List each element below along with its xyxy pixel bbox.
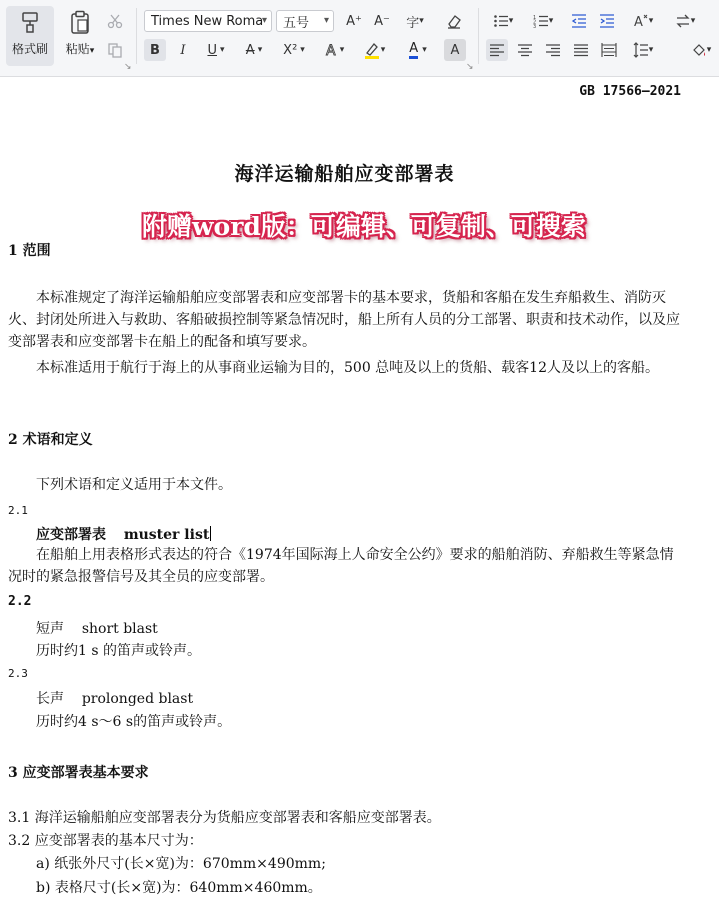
- highlighter-icon: [363, 41, 381, 59]
- term-2-2-definition: 历时约1 s 的笛声或铃声。: [36, 643, 201, 659]
- chevron-down-icon: ▾: [508, 16, 514, 26]
- indent-icon: [599, 13, 615, 29]
- bold-icon: B: [150, 42, 160, 58]
- term-2-3-number: 2.3: [8, 667, 28, 680]
- shrink-font-icon: A⁻: [374, 13, 390, 29]
- font-size-value: 五号: [283, 15, 310, 31]
- svg-text:2: 2: [532, 19, 536, 26]
- line-spacing-icon: [633, 42, 649, 58]
- clause-3-1: 3.1 海洋运输船舶应变部署表分为货船应变部署表和客船应变部署表。: [8, 810, 441, 826]
- ribbon-toolbar: [0, 0, 719, 77]
- phonetic-guide-button[interactable]: [398, 10, 432, 32]
- clause-3-2-b: b) 表格尺寸(长×宽)为：640mm×460mm。: [36, 880, 322, 896]
- align-right-icon: [545, 42, 561, 58]
- chevron-down-icon: ▾: [648, 16, 654, 26]
- strikethrough-button[interactable]: [238, 39, 270, 61]
- eraser-icon: [446, 13, 462, 29]
- chevron-down-icon: ▾: [380, 45, 386, 55]
- chevron-down-icon: ▾: [257, 45, 263, 55]
- format-painter-icon: [17, 10, 43, 34]
- term-2-1-number: 2.1: [8, 504, 28, 517]
- term-2-1-chinese: 应变部署表: [36, 527, 106, 543]
- chevron-down-icon: ▾: [690, 16, 696, 26]
- highlight-button[interactable]: [356, 39, 392, 61]
- chevron-down-icon: ▾: [300, 45, 305, 55]
- cut-button[interactable]: [104, 10, 126, 32]
- document-page[interactable]: [0, 77, 719, 902]
- shrink-font-button[interactable]: [370, 10, 394, 32]
- text-cursor: [210, 526, 211, 541]
- decrease-indent-button[interactable]: [568, 10, 590, 32]
- justify-button[interactable]: [570, 39, 592, 61]
- format-painter-button[interactable]: [6, 6, 54, 66]
- term-2-2-chinese: 短声: [36, 621, 64, 637]
- font-color-button[interactable]: [400, 39, 436, 61]
- italic-button[interactable]: [172, 39, 194, 61]
- clear-format-button[interactable]: [442, 10, 466, 32]
- font-name-select[interactable]: [144, 10, 272, 32]
- superscript-button[interactable]: [276, 39, 312, 61]
- term-2-1-english: muster list: [123, 527, 210, 543]
- scissors-icon: [107, 13, 123, 29]
- grow-font-button[interactable]: [342, 10, 366, 32]
- standard-number: GB 17566—2021: [579, 84, 681, 99]
- clause-3-2: 3.2 应变部署表的基本尺寸为：: [8, 833, 203, 849]
- svg-text:1: 1: [532, 15, 536, 21]
- grow-font-icon: A⁺: [346, 13, 362, 29]
- phonetic-icon: 字: [406, 15, 420, 31]
- clipboard-icon: [67, 10, 93, 34]
- superscript-icon: X²: [283, 42, 298, 58]
- copy-button[interactable]: [104, 39, 126, 61]
- term-2-3-english: prolonged blast: [81, 691, 194, 707]
- term-2-3-chinese: 长声: [36, 691, 64, 707]
- svg-text:A: A: [325, 43, 336, 58]
- font-color-icon: A: [409, 42, 418, 59]
- font-size-select[interactable]: [276, 10, 334, 32]
- character-shading-button[interactable]: [444, 39, 466, 61]
- clipboard-group-expand-icon[interactable]: ↘: [124, 62, 132, 72]
- term-2-3-definition: 历时约4 s～6 s的笛声或铃声。: [36, 714, 232, 730]
- justify-icon: [573, 42, 589, 58]
- chevron-down-icon: ▾: [419, 16, 424, 26]
- svg-text:3: 3: [532, 24, 536, 29]
- term-2-2-number: 2.2: [8, 594, 32, 609]
- chevron-down-icon: ▾: [422, 45, 427, 55]
- term-2-2-english: short blast: [81, 621, 158, 637]
- section-2-intro: 下列术语和定义适用于本文件。: [36, 477, 232, 493]
- section-3-heading: 3 应变部署表基本要求: [8, 765, 149, 781]
- sort-icon: [675, 13, 691, 29]
- bullet-list-button[interactable]: [486, 10, 520, 32]
- outdent-icon: [571, 13, 587, 29]
- text-effect-icon: [324, 42, 340, 58]
- clause-3-2-a: a) 纸张外尺寸(长×宽)为：670mm×490mm;: [36, 856, 326, 872]
- chevron-down-icon: ▾: [89, 46, 95, 56]
- section-1-heading: 1 范围: [8, 243, 51, 259]
- divider: [478, 8, 479, 64]
- shading-icon: A: [450, 42, 460, 58]
- font-name-value: Times New Roma: [151, 13, 264, 29]
- chevron-down-icon: ▾: [261, 15, 267, 26]
- align-left-button[interactable]: [486, 39, 508, 61]
- chinese-layout-button[interactable]: [626, 10, 660, 32]
- underline-icon: U: [207, 42, 217, 58]
- paste-label: 粘贴: [65, 42, 90, 56]
- align-center-icon: [517, 42, 533, 58]
- align-left-icon: [489, 42, 505, 58]
- bullet-list-icon: [493, 13, 509, 29]
- increase-indent-button[interactable]: [596, 10, 618, 32]
- bold-button[interactable]: [144, 39, 166, 61]
- paste-button[interactable]: [58, 6, 102, 66]
- chevron-down-icon: ▾: [648, 45, 654, 55]
- section-2-heading: 2 术语和定义: [8, 432, 93, 448]
- underline-button[interactable]: [200, 39, 232, 61]
- term-2-3: [36, 688, 193, 708]
- term-2-2: [36, 618, 158, 638]
- shading-fill-button[interactable]: [684, 39, 718, 61]
- chevron-down-icon: ▾: [339, 45, 345, 55]
- term-2-1: [36, 524, 211, 544]
- distributed-align-icon: [601, 42, 617, 58]
- chevron-down-icon: ▾: [706, 45, 712, 55]
- divider: [136, 8, 137, 64]
- numbered-list-button[interactable]: [526, 10, 560, 32]
- section-1-paragraph-1: 本标准规定了海洋运输船舶应变部署表和应变部署卡的基本要求，货船和客船在发生弃船救生、消防灭火、封闭处所进入与救助、客船破损控制等紧急情况时，船上所有人员的分工部署、职责和技术动作，以及应变部署表和应变部署卡在船上的配备和填写要求。: [8, 290, 680, 350]
- chevron-down-icon: ▾: [548, 16, 554, 26]
- sort-button[interactable]: [668, 10, 702, 32]
- align-right-button[interactable]: [542, 39, 564, 61]
- chevron-down-icon: ▾: [219, 45, 225, 55]
- copy-icon: [107, 42, 123, 58]
- font-group-expand-icon[interactable]: ↘: [466, 62, 474, 72]
- term-2-1-definition: 在船舶上用表格形式表达的符合《1974年国际海上人命安全公约》要求的船舶消防、弃船救生等紧急情况时的紧急报警信号及其全员的应变部署。: [8, 547, 674, 585]
- watermark-banner: 附赠word版：可编辑、可复制、可搜索: [142, 212, 586, 241]
- format-painter-label: 格式刷: [11, 42, 48, 56]
- text-direction-icon: [633, 13, 649, 29]
- strikethrough-icon: A: [245, 42, 255, 58]
- italic-icon: I: [180, 42, 186, 58]
- align-center-button[interactable]: [514, 39, 536, 61]
- numbered-list-icon: [533, 13, 549, 29]
- document-title: 海洋运输船舶应变部署表: [234, 163, 455, 185]
- line-spacing-button[interactable]: [626, 39, 660, 61]
- text-effect-button[interactable]: [318, 39, 350, 61]
- chevron-down-icon: ▾: [323, 15, 329, 26]
- paint-bucket-icon: [691, 42, 707, 58]
- distributed-align-button[interactable]: [598, 39, 620, 61]
- svg-text:A: A: [633, 15, 643, 29]
- section-1-paragraph-2: 本标准适用于航行于海上的从事商业运输为目的，500 总吨及以上的货船、载客12人及以上的客船。: [36, 360, 659, 376]
